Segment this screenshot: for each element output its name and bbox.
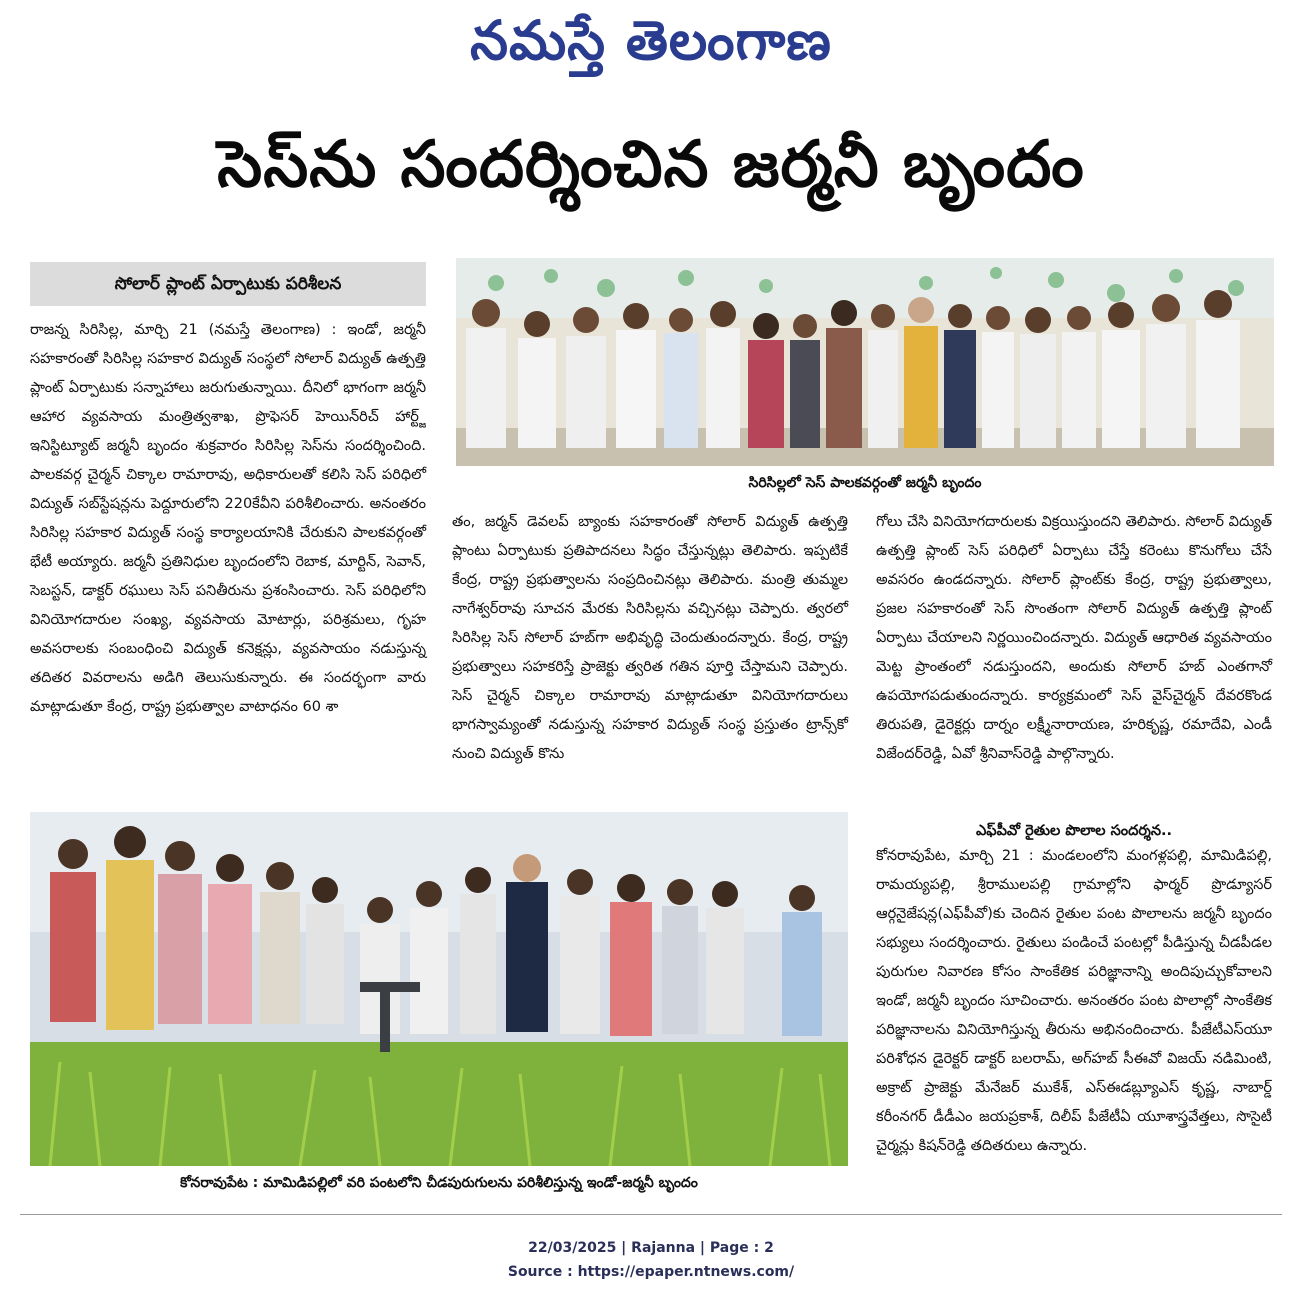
group-photo-image	[456, 258, 1274, 466]
footer-date-page: 22/03/2025 | Rajanna | Page : 2	[528, 1240, 774, 1256]
article-body-text: తం, జర్మన్ డెవలప్ బ్యాంకు సహకారంతో సోలార్ విద్యుత్ ఉత్పత్తి ప్లాంటు ఏర్పాటుకు ప్రతిపాదనలు సిద్ధం చేస్తున్నట్లు తెలిపారు. ఇప్పటికే కేంద్ర, రాష్ట్ర ప్రభుత్వాలను సంప్రదించినట్లు తెలిపారు. మంత్రి తుమ్మల నాగేశ్వర్‌రావు సూచన మేరకు సిరిసిల్లను వచ్చినట్లు చెప్పారు. త్వరలో సిరిసిల్ల సెస్ సోలార్ హబ్‌గా అభివృద్ధి చెందుతుందన్నారు. కేంద్ర, రాష్ట్ర ప్రభుత్వాలు సహకరిస్తే ప్రాజెక్టు త్వరిత గతిన పూర్తి చేస్తామని చెప్పారు. సెస్ చైర్మన్ చిక్కాల రామారావు మాట్లాడుతూ వినియోగదారులు భాగస్వామ్యంతో నడుస్తున్న సహకార విద్యుత్ సంస్థ ప్రస్తుతం ట్రాన్స్‌కో నుంచి విద్యుత్ కొను	[452, 514, 848, 762]
article-subhead: సోలార్ ప్లాంట్ ఏర్పాటుకు పరిశీలన	[30, 262, 426, 306]
article-body-text: గోలు చేసి వినియోగదారులకు విక్రయిస్తుందని తెలిపారు. సోలార్ విద్యుత్ ఉత్పత్తి ప్లాంట్ సెస్ పరిధిలో ఏర్పాటు చేస్తే కరెంటు కొనుగోలు చేసే అవసరం ఉండదన్నారు. సోలార్ ప్లాంట్‌కు కేంద్ర, రాష్ట్ర ప్రభుత్వాలు, ప్రజల సహకారంతో సెస్ సొంతంగా సోలార్ విద్యుత్ ఉత్పత్తి ప్లాంట్ ఏర్పాటు చేయాలని నిర్ణయించిందన్నారు. విద్యుత్ ఆధారిత వ్యవసాయం మెట్ట ప్రాంతంలో నడుస్తుందని, అందుకు సోలార్ హబ్ ఎంతగానో ఉపయోగపడుతుందన్నారు. కార్యక్రమంలో సెస్ వైస్‌చైర్మన్ దేవరకొండ తిరుపతి, డైరెక్టర్లు దార్నం లక్ష్మీనారాయణ, హరికృష్ణ, రమాదేవి, ఎండీ విజేందర్‌రెడ్డి, ఏవో శ్రీనివాస్‌రెడ్డి పాల్గొన్నారు.	[876, 514, 1272, 762]
footer-source-link[interactable]: Source : https://epaper.ntnews.com/	[507, 1264, 795, 1280]
newspaper-masthead: నమస్తే తెలంగాణ	[470, 8, 832, 72]
article-column-3	[876, 508, 1272, 814]
footer-divider	[20, 1214, 1282, 1215]
article-body-text: రాజన్న సిరిసిల్ల, మార్చి 21 (నమస్తే తెలంగాణ) : ఇండో, జర్మనీ సహకారంతో సిరిసిల్ల సహకార విద్యుత్ సంస్థలో సోలార్ విద్యుత్ ఉత్పత్తి ప్లాంట్ ఏర్పాటుకు సన్నాహాలు జరుగుతున్నాయి. దీనిలో భాగంగా జర్మనీ ఆహార వ్యవసాయ మంత్రిత్వశాఖ, ప్రొఫెసర్ హెయిన్‌రిచ్ హార్ట్జ్ ఇనిస్టిట్యూట్ జర్మనీ బృందం శుక్రవారం సిరిసిల్ల సెస్‌ను సందర్శించింది. పాలకవర్గ చైర్మన్ చిక్కాల రామారావు, అధికారులతో కలిసి సెస్ పరిధిలో విద్యుత్ సబ్‌స్టేషన్లను పెద్దూరులోని 220కేవీని పరిశీలించారు. అనంతరం సిరిసిల్ల సహకార విద్యుత్ సంస్థ కార్యాలయానికి చేరుకుని పాలకవర్గంతో భేటీ అయ్యారు. జర్మనీ ప్రతినిధుల బృందంలోని రెబాక, మార్టిన్, సెవాన్, సెబస్టన్, డాక్టర్ రఘులు సెస్ పనితీరును ప్రశంసించారు. సెస్ పరిధిలోని వినియోగదారుల సంఖ్య, వ్యవసాయ మోటార్లు, పరిశ్రమలు, గృహ అవసరాలకు సంబంధించి విద్యుత్ కనెక్షన్లు, వ్యవసాయం నడుస్తున్న తదితర వివరాలను అడిగి తెలుసుకున్నారు. ఈ సందర్భంగా వారు మాట్లాడుతూ కేంద్ర, రాష్ట్ర ప్రభుత్వాల వాటాధనం 60 శా	[30, 322, 426, 715]
group-photo-caption: సిరిసిల్లలో సెస్ పాలకవర్గంతో జర్మనీ బృందం	[748, 475, 982, 491]
field-photo-image	[30, 812, 848, 1166]
article-column-2	[452, 508, 848, 804]
article-headline: సెస్‌ను సందర్శించిన జర్మనీ బృందం	[217, 128, 1085, 202]
field-photo-caption: కోనరావుపేట : మామిడిపల్లిలో వరి పంటలోని చీడపురుగులను పరిశీలిస్తున్న ఇండో-జర్మనీ బృందం	[180, 1175, 698, 1191]
article-body-text: కోనరావుపేట, మార్చి 21 : మండలంలోని మంగళ్లపల్లి, మామిడిపల్లి, రామయ్యపల్లి, శ్రీరాములపల్లి గ్రామాల్లోని ఫార్మర్ ప్రొడ్యూసర్ ఆర్గనైజేషన్ల(ఎఫ్‌పీవో)కు చెందిన రైతుల పంట పొలాలను జర్మనీ బృందం సభ్యులు సందర్శించారు. రైతులు పండించే పంటల్లో పీడిస్తున్న చీడపీడల పురుగుల నివారణ కోసం సాంకేతిక పరిజ్ఞానాన్ని అందిపుచ్చుకోవాలని ఇండో, జర్మనీ బృందం సూచించారు. అనంతరం పంట పొలాల్లో సాంకేతిక పరిజ్ఞానాలను వినియోగిస్తున్న తీరును అభినందించారు. పీజేటీఎస్‌యూ పరిశోధన డైరెక్టర్ డాక్టర్ బలరామ్, అగ్‌హబ్ సీఈవో విజయ్ నడిమింటి, అక్రాట్ ప్రాజెక్టు మేనేజర్ ముకేశ్, ఎస్‌ఈడబ్ల్యూఎస్ కృష్ణ, నాబార్డ్ కరీంనగర్ డీడీఎం జయప్రకాశ్, దిలీప్ పీజేటీఏ యూశాస్త్రవేత్తలు, సొసైటీ చైర్మన్లు కిషన్‌రెడ్డి తదితరులు ఉన్నారు.	[876, 848, 1272, 1154]
article-column-1	[30, 316, 426, 796]
field-photo	[30, 812, 848, 1166]
group-photo	[456, 258, 1274, 466]
section-subheading: ఎఫ్‌పీవో రైతుల పొలాల సందర్శన..	[975, 823, 1173, 839]
article-column-3-continued	[876, 842, 1272, 1208]
